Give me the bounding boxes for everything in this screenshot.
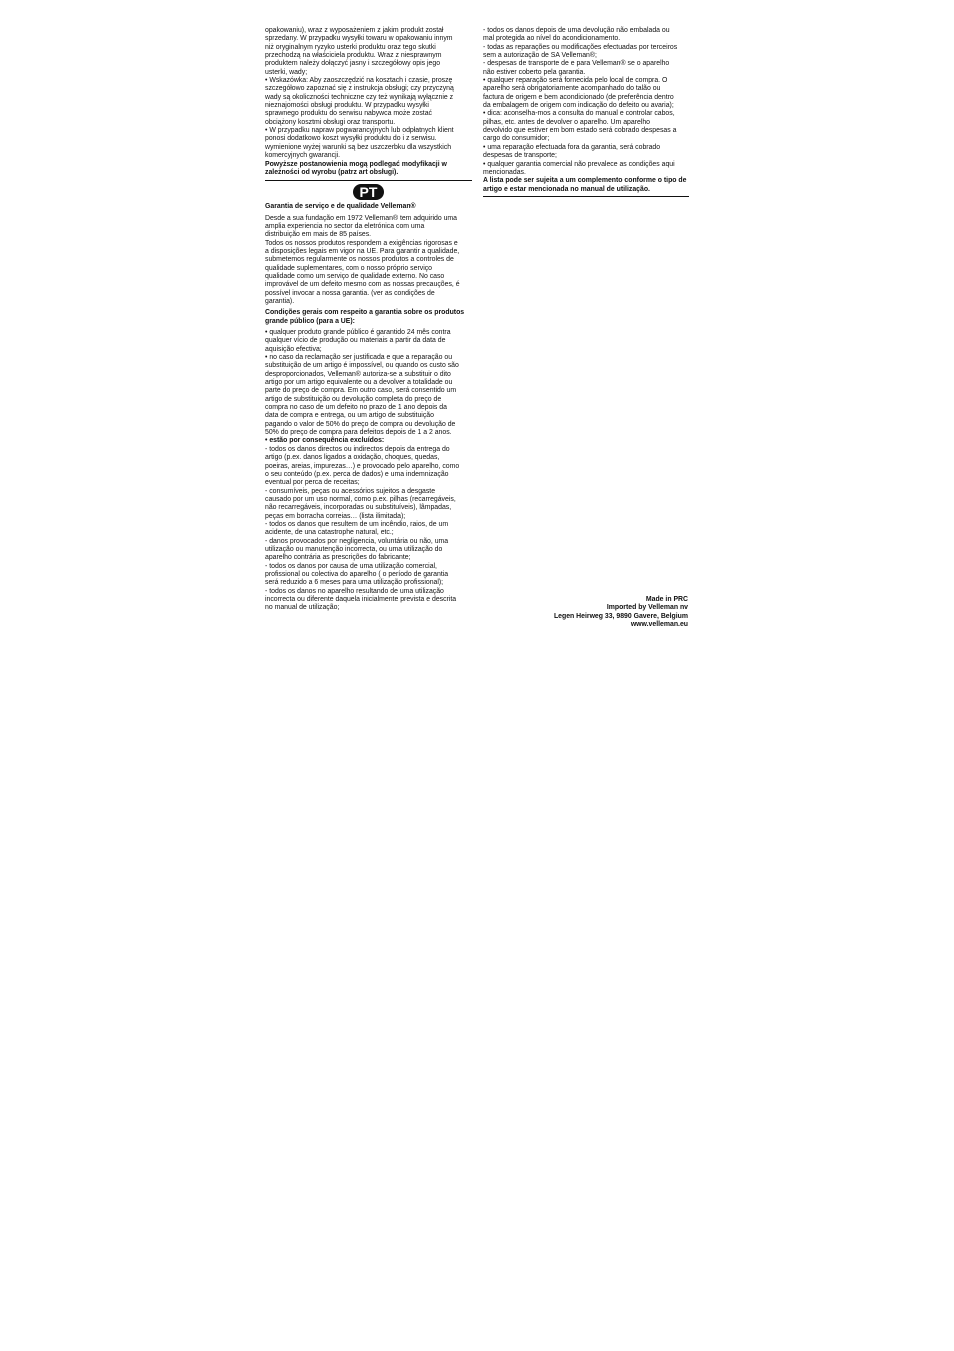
text-line: Todos os nossos produtos respondem a exigências rigorosas e: [265, 239, 458, 247]
pt-continued-text: [483, 27, 689, 177]
text-line: no manual de utilização;: [265, 604, 340, 612]
text-line: zależności od wyrobu (patrz art obsługi).: [265, 168, 399, 176]
text-line: Desde a sua fundação em 1972 Velleman® tem adquirido uma: [265, 214, 458, 222]
text-line: przechodzą na właściciela produktu. Wraz z niesprawnym: [265, 52, 442, 60]
website-link[interactable]: www.velleman.eu: [630, 621, 688, 629]
pt-excluded-list: [265, 446, 472, 613]
text-line: profissional ou colectiva do aparelho ( o período de garantia: [265, 570, 449, 578]
text-line: factura de origem e bem acondicionado (de preferência dentro: [483, 93, 674, 101]
text-line: utilização ou manutenção incorrecta, ou uma utilização do: [265, 545, 443, 553]
text-line: qualquer vício de produção ou materiais a partir da data de: [265, 337, 446, 345]
text-line: não estiver coberto pela garantia.: [483, 68, 586, 76]
text-line: aparelho contrária as prescrições do fabricante;: [265, 554, 411, 562]
made-in-label: Made in PRC: [645, 596, 688, 603]
text-line: a disposições legais em vigor na UE. Para garantir a qualidade,: [265, 247, 460, 255]
text-line: sprzedany. W przypadku wysyłki towaru w opakowaniu innym: [265, 35, 453, 43]
text-line: qualidade suplementares, com o nosso próprio serviço: [265, 264, 432, 272]
text-line: - todos os danos que resultem de um incêndio, raios, de um: [265, 520, 449, 528]
text-line: distribuição em mais de 85 países.: [265, 231, 372, 239]
left-column: [265, 27, 472, 613]
text-line: causado por um uso normal, como p.ex. pilhas (recarregáveis,: [265, 495, 456, 503]
language-badge-row: [265, 181, 472, 202]
text-line: compra no caso de um defeito no prazo de 1 ano depois da: [265, 404, 447, 412]
text-line: - todas as reparações ou modificações efectuadas por terceiros: [483, 43, 678, 51]
text-line: mencionadas.: [483, 168, 526, 176]
text-line: usterki, wady;: [265, 68, 308, 76]
text-line: peças em borracha correias… (lista ilimitada);: [265, 512, 406, 520]
text-line: garantia).: [265, 297, 295, 305]
text-line: substituição de um artigo é impossível, ou quando os custo são: [265, 362, 459, 370]
text-line: pagando o valor de 50% do preço de compra ou devolução de: [265, 420, 456, 428]
text-line: pilhas, etc. antes de devolver o aparelho. Um aparelho: [483, 118, 651, 126]
text-line: amplia experiencia no sector da eletrónica com uma: [265, 222, 425, 230]
text-line: komercyjnych gwarancji.: [265, 152, 341, 160]
text-line: produktem należy dołączyć jasny i szczegółowy opis jego: [265, 60, 441, 68]
text-line: - todos os danos depois de uma devolução não embalada ou: [483, 27, 670, 34]
pt-list-note: [483, 177, 689, 194]
pt-language-badge: PT: [353, 184, 385, 200]
importer-address: Legen Heirweg 33, 9890 Gavere, Belgium: [553, 612, 688, 620]
text-line: - todos os danos por causa de uma utilização comercial,: [265, 562, 437, 570]
text-line: • qualquer produto grande público é garantido 24 mês contra: [265, 329, 451, 336]
importer-name: Imported by Velleman nv: [606, 604, 688, 612]
text-line: • qualquer reparação será fornecida pelo local de compra. O: [483, 77, 668, 85]
text-line: ponosi dodatkowo koszt wysyłki produktu do i z serwisu.: [265, 135, 437, 143]
text-line: niż oryginalnym ryzyko usterki produktu oraz tego skutki: [265, 43, 436, 51]
text-line: sem a autorização de SA Velleman®;: [483, 52, 597, 60]
text-line: opakowaniu), wraz z wyposażeniem z jakim produkt został: [265, 27, 444, 34]
text-line: - despesas de transporte de e para Velleman® se o aparelho: [483, 60, 670, 68]
text-line: • uma reparação efectuada fora da garantia, será cobrado: [483, 143, 661, 151]
text-line: aparelho será obrigatoriamente acompanhado do talão ou: [483, 85, 661, 93]
text-line: grande público (para a UE):: [265, 317, 355, 325]
text-line: A lista pode ser sujeita a um complemento conforme o tipo de: [483, 177, 687, 185]
importer-footer: [468, 596, 688, 630]
text-line: Powyższe postanowienia mogą podlegać modyfikacji w: [265, 160, 447, 168]
text-line: Condições gerais com respeito a garantia sobre os produtos: [265, 309, 465, 317]
text-line: 50% do preço de compra para defeitos depois de 1 a 2 anos.: [265, 429, 452, 437]
text-line: - todos os danos no aparelho resultando de uma utilização: [265, 587, 444, 595]
polish-warranty-note: [265, 161, 472, 178]
text-line: possível invocar a nossa garantia. (ver as condições de: [265, 289, 435, 297]
polish-warranty-text: [265, 27, 472, 161]
text-line: - danos provocados por negligencia, voluntária ou não, uma: [265, 537, 449, 545]
pt-conditions-text: [265, 329, 472, 437]
text-line: será reduzido a 6 meses para uma utilização profissional);: [265, 579, 444, 587]
pt-conditions-title: [265, 309, 472, 326]
text-line: wymienione wyżej warunki są bez uszczerbku dla wszystkich: [265, 143, 452, 151]
text-line: aquisição efectiva;: [265, 345, 322, 353]
text-line: eventual por perca de receitas;: [265, 479, 360, 487]
text-line: improvável de um defeito mesmo com as nossas precauções, é: [265, 281, 460, 289]
text-line: artigo e estar mencionada no manual de utilização.: [483, 185, 650, 193]
text-line: cargo do consumidor;: [483, 135, 550, 143]
text-line: incorrecta ou diferente daquela inicialmente prevista e descrita: [265, 596, 457, 603]
text-line: artigo por um artigo equivalente ou a devolver a totalidade ou: [265, 379, 453, 387]
text-line: não recarregáveis, incorporadas ou substituíveis), lâmpadas,: [265, 504, 452, 512]
text-line: artigo de substituição ou devolução completa do preço de: [265, 395, 442, 403]
text-line: submetemos regularmente os nossos produtos a controles de: [265, 256, 454, 264]
text-line: wady są okoliczności techniczne czy też wynikają wyłącznie z: [265, 93, 454, 101]
text-line: artigo (p.ex. danos ligados a oxidação, choques, quedas,: [265, 454, 440, 462]
pt-excluded-title: • estão por consequência excluídos:: [265, 437, 385, 445]
text-line: mal protegida ao nível do acondicionamento.: [483, 35, 621, 43]
right-column-divider: [483, 196, 689, 197]
text-line: nieznajomości obsługi produktu. W przypadku wysyłki: [265, 102, 429, 110]
text-line: despesas de transporte;: [483, 152, 557, 160]
text-line: obciążony kosztmi obsługi oraz transportu.: [265, 118, 396, 126]
text-line: szczegółowo zapoznać się z instrukcja obsługi; czy przyczyną: [265, 85, 454, 93]
text-line: o seu conteúdo (p.ex. perca de dados) e uma indemnização: [265, 470, 449, 478]
text-line: data de compra e entrega, ou um artigo de substituição: [265, 412, 434, 420]
text-line: • dica: aconselha-mos a consulta do manual e controlar cabos,: [483, 110, 675, 118]
text-line: parte do preço de compra. Em outro caso, será consentido um: [265, 387, 457, 395]
text-line: desproporcionados, Velleman® autoriza-se a substituir o dito: [265, 370, 451, 378]
text-line: - consumíveis, peças ou acessórios sujeitos a desgaste: [265, 487, 436, 495]
text-line: - todos os danos directos ou indirectos depois da entrega do: [265, 445, 450, 453]
text-line: da embalagem de origem com indicação do defeito ou avaria);: [483, 102, 674, 110]
text-line: • W przypadku napraw pogwarancyjnych lub odpłatnych klient: [265, 127, 454, 135]
text-line: poeiras, areias, impurezas…) e provocado pelo aparelho, como: [265, 462, 460, 470]
text-line: • qualquer garantia comercial não prevalece as condições aqui: [483, 160, 675, 168]
text-line: qualidade como um serviço de qualidade externo. No caso: [265, 272, 445, 280]
text-line: devolvido que estiver em bom estado será cobrado despesas a: [483, 127, 677, 135]
text-line: sprawnego produktu do serwisu nabywca może zostać: [265, 110, 432, 118]
text-line: • Wskazówka: Aby zaoszczędzić na kosztach i czasie, proszę: [265, 77, 453, 85]
right-column: [483, 27, 689, 197]
text-line: acidente, de una catastrophe natural, etc.;: [265, 529, 394, 537]
pt-warranty-title: Garantia de serviço e de qualidade Velleman®: [265, 203, 416, 211]
pt-intro-text: [265, 215, 472, 307]
text-line: • no caso da reclamação ser justificada e que a reparação ou: [265, 354, 453, 362]
